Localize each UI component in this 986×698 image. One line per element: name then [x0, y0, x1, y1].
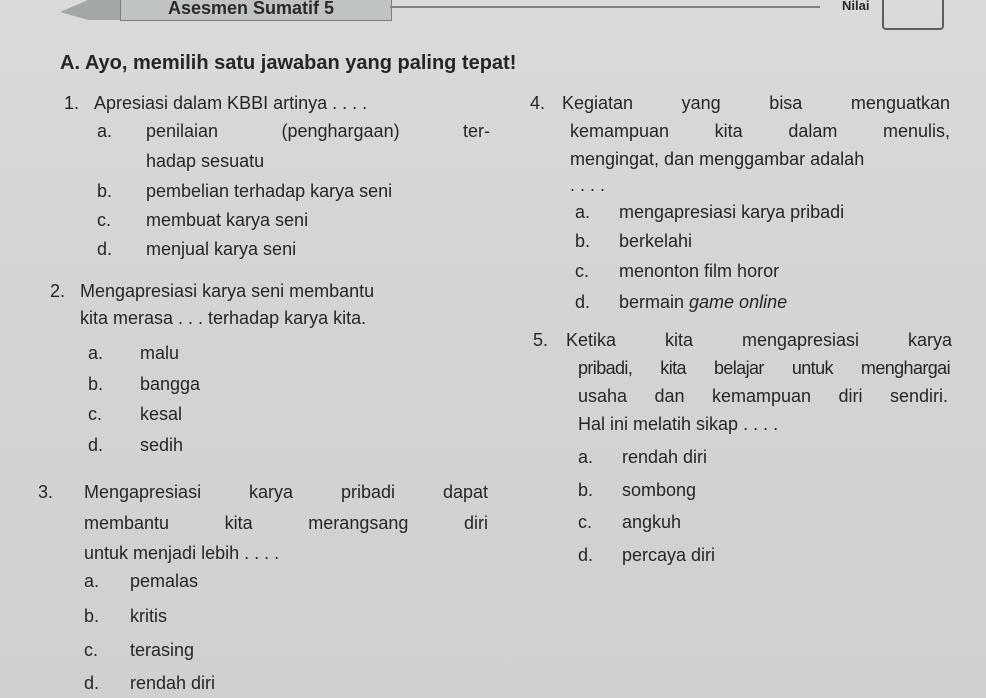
option-letter: d.: [88, 435, 104, 455]
option-text: bermain game online: [619, 292, 788, 312]
option-text: sedih: [140, 435, 184, 455]
question-number: 1.: [64, 93, 80, 113]
option-letter: c.: [88, 404, 103, 424]
option-text: menjual karya seni: [146, 239, 297, 259]
option-text: membuat karya seni: [146, 210, 309, 230]
question-number: 4.: [530, 93, 546, 113]
section-title: A. Ayo, memilih satu jawaban yang paling tepat!: [60, 52, 517, 74]
option-text: rendah diri: [622, 447, 708, 467]
option-text: mengapresiasi karya pribadi: [619, 202, 845, 222]
header-divider: [390, 6, 820, 8]
option-text: berkelahi: [619, 231, 693, 251]
italic-term: game online: [689, 292, 788, 312]
option-text: hadap sesuatu: [146, 151, 265, 171]
question-text: pribadi, kita belajar untuk menghargai: [578, 358, 950, 378]
option-text: bangga: [140, 374, 201, 394]
question-text: untuk menjadi lebih . . . .: [84, 543, 280, 563]
question-text: kita merasa . . . terhadap karya kita.: [80, 308, 367, 328]
option-text: pemalas: [130, 571, 199, 591]
score-box: [882, 0, 944, 30]
option-text: percaya diri: [622, 545, 716, 565]
question-text: Kegiatan yang bisa menguatkan: [562, 93, 950, 113]
score-label: Nilai: [842, 0, 870, 13]
option-text: malu: [140, 343, 180, 363]
option-letter: b.: [84, 606, 100, 626]
option-text: kesal: [140, 404, 183, 424]
question-number: 3.: [38, 482, 54, 502]
question-text: Mengapresiasi karya pribadi dapat: [84, 482, 488, 502]
question-text: Ketika kita mengapresiasi karya: [566, 330, 952, 350]
question-number: 2.: [50, 281, 66, 301]
question-text: kemampuan kita dalam menulis,: [570, 121, 950, 141]
option-letter: b.: [575, 231, 591, 251]
option-letter: d.: [575, 292, 591, 312]
option-letter: c.: [97, 210, 112, 230]
option-letter: a.: [97, 121, 113, 141]
question-number: 5.: [533, 330, 549, 350]
option-letter: c.: [575, 261, 590, 281]
question-text: . . . .: [570, 175, 606, 195]
option-letter: b.: [88, 374, 104, 394]
header-bar: [0, 0, 986, 24]
option-letter: b.: [578, 480, 594, 500]
option-text: angkuh: [622, 512, 682, 532]
option-text: penilaian (penghargaan) ter-: [146, 121, 490, 141]
option-letter: c.: [578, 512, 593, 532]
option-letter: d.: [84, 673, 100, 693]
question-text: membantu kita merangsang diri: [84, 513, 488, 533]
question-text: usaha dan kemampuan diri sendiri.: [578, 386, 948, 406]
option-letter: d.: [578, 545, 594, 565]
option-text: menonton film horor: [619, 261, 780, 281]
option-letter: a.: [578, 447, 594, 467]
option-letter: b.: [97, 181, 113, 201]
question-text: Apresiasi dalam KBBI artinya . . . .: [94, 93, 368, 113]
option-text: sombong: [622, 480, 697, 500]
question-text: Mengapresiasi karya seni membantu: [80, 281, 375, 301]
option-letter: a.: [575, 202, 591, 222]
option-text: kritis: [130, 606, 167, 626]
option-letter: c.: [84, 640, 99, 660]
option-text: terasing: [130, 640, 195, 660]
option-text: rendah diri: [130, 673, 216, 693]
option-letter: a.: [88, 343, 104, 363]
option-letter: d.: [97, 239, 113, 259]
option-text: pembelian terhadap karya seni: [146, 181, 393, 201]
question-text: mengingat, dan menggambar adalah: [570, 149, 865, 169]
assessment-title: Asesmen Sumatif 5: [168, 0, 335, 18]
option-letter: a.: [84, 571, 100, 591]
question-text: Hal ini melatih sikap . . . .: [578, 414, 779, 434]
